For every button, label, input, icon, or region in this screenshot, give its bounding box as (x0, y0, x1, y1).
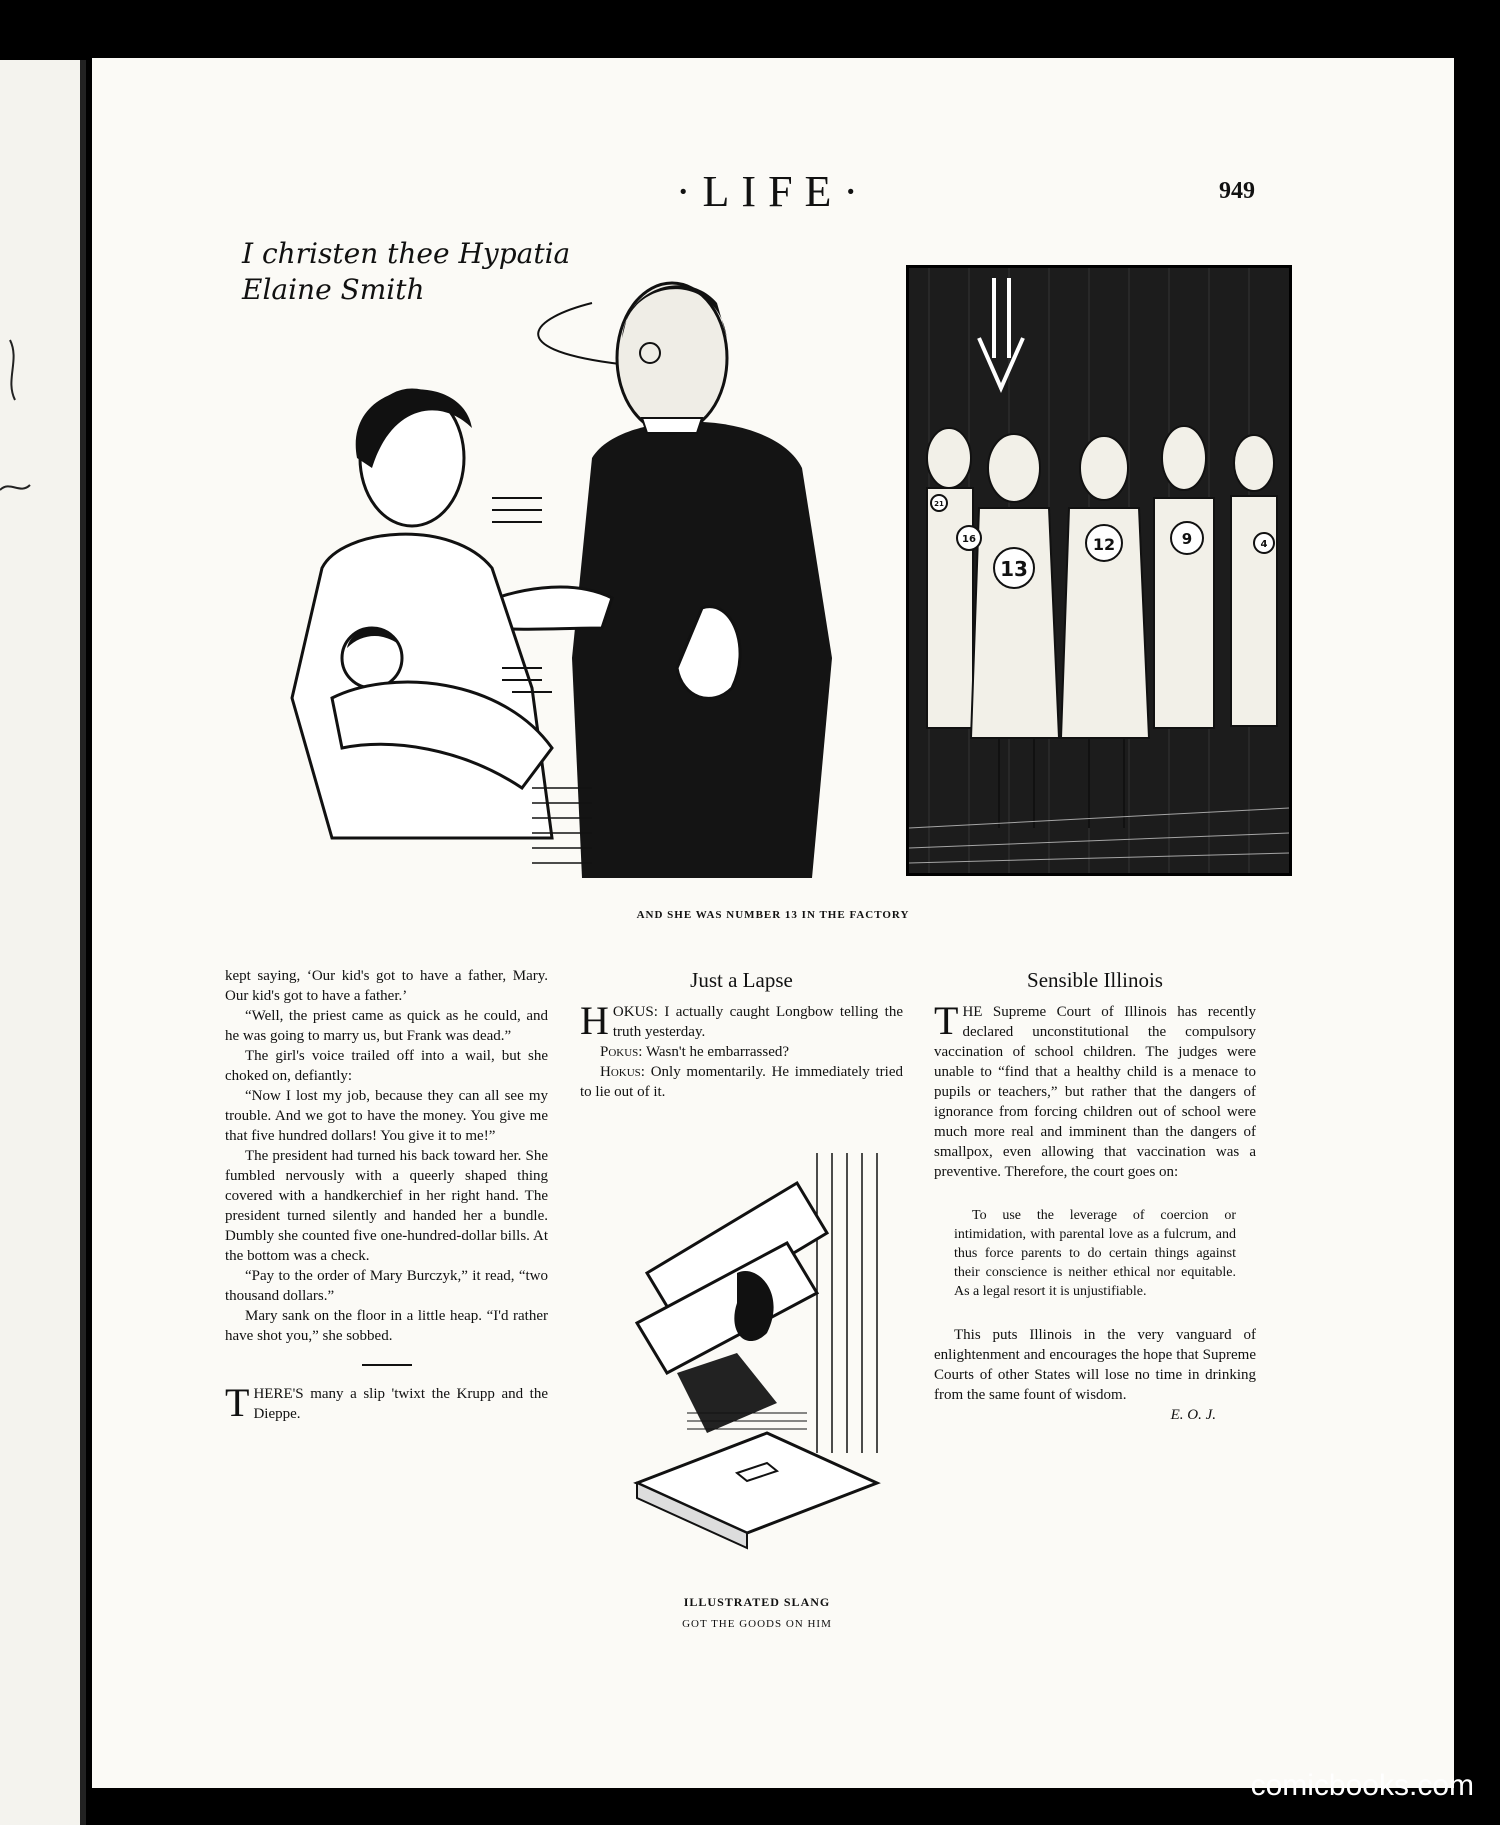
christening-cartoon (172, 228, 932, 888)
section-divider (362, 1364, 412, 1366)
badge-4: 4 (1260, 539, 1268, 550)
badge-12: 12 (1092, 535, 1116, 554)
slang-illustration (617, 1153, 897, 1573)
slang-caption-subtitle: GOT THE GOODS ON HIM (682, 1618, 832, 1630)
story-paragraph: Mary sank on the floor in a little heap. “I'd rather have shot you,” she sobbed. (225, 1308, 548, 1344)
squib-text: HERE'S many a slip 'twixt the Krupp and the Dieppe. (253, 1386, 548, 1422)
adjacent-page-edge (0, 60, 86, 1825)
dialogue-line (580, 998, 903, 1043)
dialogue-line (580, 1062, 903, 1102)
illinois-paragraph: This puts Illinois in the very vanguard of enlightenment and encourages the hope that Supreme Courts of other States will lose no time in drinking from the same fount of wisdom. (934, 1327, 1256, 1403)
story-paragraph: “Pay to the order of Mary Burczyk,” it read, “two thousand dollars.” (225, 1268, 548, 1304)
story-paragraph: “Well, the priest came as quick as he could, and he was going to marry us, but Frank was dead.” (225, 1008, 548, 1044)
site-watermark: comicbooks.com (1250, 1769, 1474, 1802)
masthead: ·LIFE· (675, 167, 871, 216)
illinois-text: HE Supreme Court of Illinois has recently declared unconstitutional the compulsory vaccination of school children. The judges were unable to “find that a healthy child is a menace to pupils or teachers,” but rather that the dangers of ignorance from forcing children out of school were much more real and imminent than the dangers of smallpox, even allowing that vaccination was a preventive. Therefore, the court goes on: (934, 1004, 1256, 1180)
dialogue-text: : I actually caught Longbow telling the truth yesterday. (612, 1004, 903, 1040)
story-paragraph: “Now I lost my job, because they can all see my trouble. And we got to have the money. You give me that five hundred dollars! You give it to me!” (225, 1088, 548, 1144)
badge-21: 21 (934, 500, 944, 508)
dialogue-text: : Wasn't he embarrassed? (638, 1044, 790, 1060)
page-number: 949 (1219, 178, 1255, 204)
story-paragraph: The president had turned his back toward her. She fumbled nervously with a queerly shaped thing covered with a handkerchief in her right hand. The president turned silently and handed her a bundle. Dumbly she counted five one-hundred-dollar bills. At the bottom was a check. (225, 1148, 548, 1264)
priest-head (617, 283, 727, 433)
badge-9: 9 (1181, 530, 1193, 548)
speaker-name: OKUS (612, 1004, 654, 1020)
speaker-name: Pokus (600, 1044, 639, 1060)
magazine-page (92, 58, 1454, 1788)
story-paragraph: kept saying, ‘Our kid's got to have a father, Mary. Our kid's got to have a father.’ (225, 968, 548, 1004)
dialogue-line (580, 1042, 903, 1062)
illinois-title: Sensible Illinois (1027, 968, 1163, 992)
dialogue-text: : Only momentarily. He immediately tried to lie out of it. (580, 1064, 903, 1100)
lapse-column (580, 970, 903, 1102)
lapse-title: Just a Lapse (690, 968, 793, 992)
badge-16: 16 (962, 534, 976, 545)
speech-text: I christen thee Hypatia Elaine Smith (242, 237, 571, 306)
badge-13: 13 (1000, 557, 1028, 581)
lapse-dropcap: H (580, 998, 609, 1043)
squib-paragraph (225, 1380, 548, 1425)
piled-goods-illustration (617, 1153, 897, 1573)
speaker-name: Hokus (600, 1064, 641, 1080)
author-signature: E. O. J. (1170, 1407, 1216, 1423)
squib-dropcap: T (225, 1380, 250, 1425)
factory-children-illustration (909, 268, 1289, 873)
court-quote: To use the leverage of coercion or intimidation, with parental love as a fulcrum, and thus force parents to do certain things against their conscience is neither ethical nor equitable. As a legal resort it is unjustifiable. (954, 1208, 1236, 1299)
slang-caption (617, 1595, 897, 1630)
main-caption: AND SHE WAS NUMBER 13 IN THE FACTORY (636, 909, 910, 921)
story-paragraph: The girl's voice trailed off into a wail, but she choked on, defiantly: (225, 1048, 548, 1084)
adjacent-page-scribble-icon (0, 320, 40, 520)
illinois-paragraph (934, 998, 1256, 1182)
illinois-column (934, 970, 1256, 1425)
slang-caption-title: ILLUSTRATED SLANG (683, 1595, 831, 1609)
story-column (225, 966, 548, 1424)
christening-illustration (172, 228, 932, 888)
illinois-dropcap: T (934, 998, 959, 1043)
factory-children-cartoon (906, 265, 1292, 876)
